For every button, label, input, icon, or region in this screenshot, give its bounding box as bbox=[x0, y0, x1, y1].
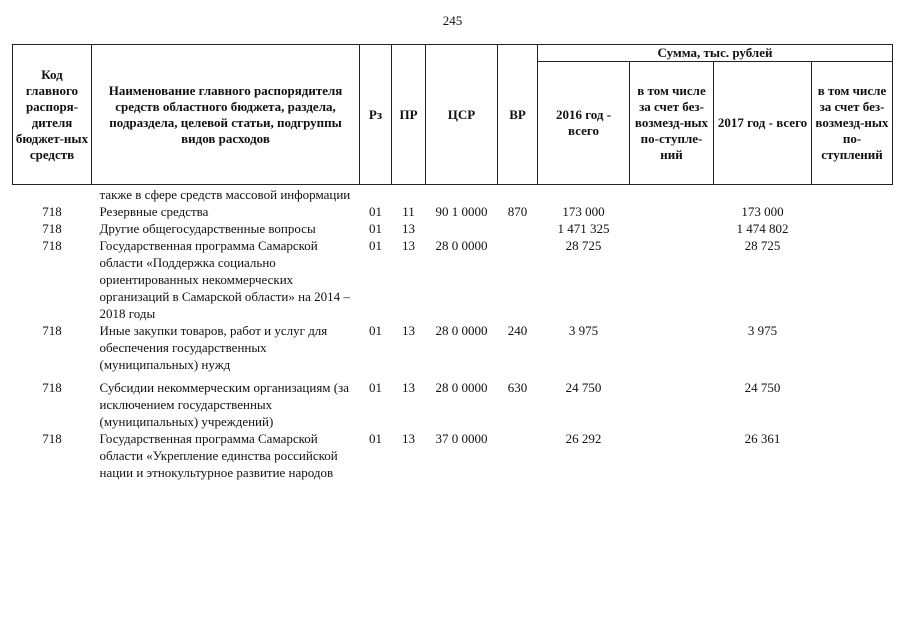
cell-name: Другие общегосударственные вопросы bbox=[99, 221, 316, 236]
page-number: 245 bbox=[442, 13, 463, 28]
table-row bbox=[13, 203, 893, 220]
cell-vr: 240 bbox=[507, 323, 528, 338]
header-pr: ПР bbox=[392, 45, 426, 185]
cell-pr: 11 bbox=[402, 204, 415, 219]
header-name: Наименование главного распорядителя средств областного бюджета, раздела, подраздела, целевой статьи, подгруппы видов расходов bbox=[92, 45, 360, 185]
cell-2017-gratuitous bbox=[812, 379, 893, 430]
cell-name: также в сфере средств массовой информации bbox=[99, 187, 351, 202]
cell-rz: 01 bbox=[369, 221, 382, 236]
cell-code: 718 bbox=[42, 380, 62, 395]
cell-2016-total: 1 471 325 bbox=[557, 221, 610, 236]
cell-code: 718 bbox=[42, 238, 62, 253]
header-code: Код главного распоря-дителя бюджет-ных средств bbox=[13, 45, 92, 185]
cell-rz bbox=[360, 185, 392, 204]
cell-2016-gratuitous bbox=[630, 185, 714, 204]
cell-rz: 01 bbox=[369, 204, 382, 219]
header-vr: ВР bbox=[498, 45, 538, 185]
cell-csr: 28 0 0000 bbox=[435, 323, 488, 338]
cell-2016-gratuitous bbox=[630, 220, 714, 237]
cell-pr: 13 bbox=[402, 380, 415, 395]
table-row bbox=[13, 237, 893, 322]
cell-pr: 13 bbox=[402, 323, 415, 338]
table-row bbox=[13, 185, 893, 204]
cell-rz: 01 bbox=[369, 431, 382, 446]
cell-2016-total bbox=[538, 185, 630, 204]
cell-2017-total: 28 725 bbox=[744, 238, 781, 253]
cell-code: 718 bbox=[42, 431, 62, 446]
cell-csr: 37 0 0000 bbox=[435, 431, 488, 446]
cell-code: 718 bbox=[42, 204, 62, 219]
cell-2016-total: 3 975 bbox=[568, 323, 599, 338]
cell-2017-total: 173 000 bbox=[741, 204, 784, 219]
cell-pr: 13 bbox=[402, 221, 415, 236]
cell-2016-total: 28 725 bbox=[565, 238, 602, 253]
cell-csr bbox=[426, 220, 498, 237]
cell-2016-gratuitous bbox=[630, 237, 714, 322]
cell-2016-gratuitous bbox=[630, 379, 714, 430]
cell-rz: 01 bbox=[369, 380, 382, 395]
header-rz: Рз bbox=[360, 45, 392, 185]
cell-vr: 870 bbox=[507, 204, 528, 219]
cell-vr bbox=[498, 237, 538, 322]
cell-name: Государственная программа Самарской области «Поддержка социально ориентированных некоммерческих организаций в Самарской области» на 2014 – 2018 годы bbox=[99, 238, 350, 321]
header-2017-gratuitous: в том числе за счет без-возмезд-ных по-ступлений bbox=[812, 62, 893, 185]
cell-rz: 01 bbox=[369, 238, 382, 253]
cell-name: Резервные средства bbox=[99, 204, 209, 219]
header-sum-group: Сумма, тыс. рублей bbox=[538, 45, 893, 62]
cell-vr bbox=[498, 220, 538, 237]
table-row bbox=[13, 430, 893, 481]
header-2016-total: 2016 год - всего bbox=[538, 62, 630, 185]
cell-2016-total: 173 000 bbox=[562, 204, 605, 219]
cell-rz: 01 bbox=[369, 323, 382, 338]
cell-2016-total: 26 292 bbox=[565, 431, 602, 446]
cell-code bbox=[13, 185, 92, 204]
budget-table bbox=[12, 44, 893, 481]
cell-vr bbox=[498, 185, 538, 204]
cell-2017-gratuitous bbox=[812, 220, 893, 237]
cell-pr: 13 bbox=[402, 238, 415, 253]
header-csr: ЦСР bbox=[426, 45, 498, 185]
cell-2016-total: 24 750 bbox=[565, 380, 602, 395]
cell-pr bbox=[392, 185, 426, 204]
cell-csr: 28 0 0000 bbox=[435, 380, 488, 395]
cell-2016-gratuitous bbox=[630, 322, 714, 379]
cell-2017-total: 24 750 bbox=[744, 380, 781, 395]
cell-name: Государственная программа Самарской области «Укрепление единства российской нации и этнокультурное развитие народов bbox=[99, 431, 338, 480]
table-row bbox=[13, 379, 893, 430]
table-header bbox=[13, 45, 893, 185]
cell-vr bbox=[498, 430, 538, 481]
cell-2017-gratuitous bbox=[812, 237, 893, 322]
cell-code: 718 bbox=[42, 323, 62, 338]
cell-csr: 90 1 0000 bbox=[435, 204, 488, 219]
cell-2017-gratuitous bbox=[812, 185, 893, 204]
cell-pr: 13 bbox=[402, 431, 415, 446]
cell-name: Иные закупки товаров, работ и услуг для обеспечения государственных (муниципальных) нужд bbox=[99, 323, 328, 372]
cell-code: 718 bbox=[42, 221, 62, 236]
cell-2017-total: 3 975 bbox=[747, 323, 778, 338]
cell-2017-total: 1 474 802 bbox=[736, 221, 789, 236]
cell-2016-gratuitous bbox=[630, 430, 714, 481]
cell-2016-gratuitous bbox=[630, 203, 714, 220]
cell-2017-gratuitous bbox=[812, 430, 893, 481]
table-body bbox=[13, 185, 893, 482]
cell-2017-gratuitous bbox=[812, 322, 893, 379]
cell-2017-total: 26 361 bbox=[744, 431, 781, 446]
header-2017-total: 2017 год - всего bbox=[714, 62, 812, 185]
table-row bbox=[13, 322, 893, 379]
cell-csr: 28 0 0000 bbox=[435, 238, 488, 253]
cell-csr bbox=[426, 185, 498, 204]
cell-2017-gratuitous bbox=[812, 203, 893, 220]
cell-name: Субсидии некоммерческим организациям (за исключением государственных (муниципальных) учреждений) bbox=[99, 380, 350, 429]
table-row bbox=[13, 220, 893, 237]
header-2016-gratuitous: в том числе за счет без-возмезд-ных по-ступле-ний bbox=[630, 62, 714, 185]
cell-2017-total bbox=[714, 185, 812, 204]
cell-vr: 630 bbox=[507, 380, 528, 395]
